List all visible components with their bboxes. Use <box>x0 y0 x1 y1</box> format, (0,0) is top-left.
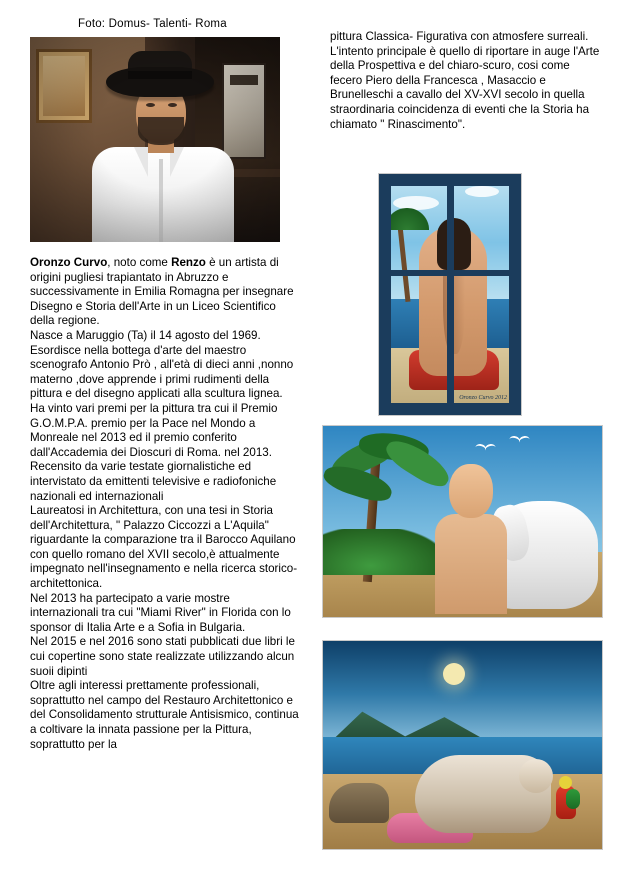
portrait-poster <box>222 63 266 159</box>
bio-paragraph-4: Laureatosi in Architettura, con una tesi in Storia dell'Architettura, " Palazzo Ciccozzi a L'Aquila" riguardante la comparazione tra il Barocco Aquilano con quello romano del XVII secolo,è attualmente impegnato nell'insegnamento e nella ricerca storico-architettonica. <box>30 504 298 591</box>
painting2-woman-body <box>435 514 507 614</box>
painting2-seagull <box>509 436 531 444</box>
artist-portrait-image <box>30 37 280 242</box>
painting1-signature: Oronzo Curvo 2012 <box>459 395 507 401</box>
intro-paragraph-1: pittura Classica- Figurativa con atmosfere surreali. <box>330 30 589 43</box>
painting3-parrot-wing <box>566 789 580 809</box>
portrait-hat-band <box>128 71 192 79</box>
painting3-moon <box>443 663 465 685</box>
right-column <box>330 30 605 132</box>
painting3-parrot-head <box>559 776 572 789</box>
portrait-wall-frame <box>36 49 92 123</box>
portrait-eye-left <box>146 103 155 107</box>
bio-paragraph-5: Nel 2013 ha partecipato a varie mostre internazionali tra cui "Miami River" in Florida con lo sponsor di Italia Arte e a Sofia in Bulgaria. <box>30 591 291 634</box>
biography-text <box>30 256 300 752</box>
intro-text <box>330 30 605 132</box>
painting2-seagull <box>475 444 497 452</box>
intro-paragraph-2: L'intento principale è quello di riportare in auge l'Arte della Prospettiva e del chiaro-scuro, cosi come fecero Piero della Francesca , Masaccio e Brunelleschi a cavallo del XV-XVI secolo in quella straordinaria coincidenza di eventi che la Storia ha chiamato " Rinascimento". <box>330 44 600 131</box>
painting3-figure-head <box>519 759 553 793</box>
artist-nickname-bold: Renzo <box>171 256 206 269</box>
portrait-collar-left <box>134 147 148 177</box>
portrait-beard <box>138 117 184 145</box>
portrait-eye-right <box>168 103 177 107</box>
painting-nude-at-window <box>378 173 522 416</box>
painting2-woman-head <box>449 464 493 518</box>
portrait-shirt <box>92 147 234 242</box>
portrait-shirt-placket <box>159 159 163 242</box>
painting3-rock <box>329 783 389 823</box>
bio-paragraph-6: Nel 2015 e nel 2016 sono stati pubblicati due libri le cui copertine sono state realizzate utilizzando alcun suoii dipinti <box>30 635 295 678</box>
bio-paragraph-2: Nasce a Maruggio (Ta) il 14 agosto del 1969. Esordisce nella bottega d'arte del maestro scenografo Antonio Prò , all'età di dieci anni ,nonno materno ,dove apprende i primi rudimenti della pittura e del disegno applicati alla scultura lignea. <box>30 328 294 401</box>
artist-name-bold: Oronzo Curvo <box>30 256 108 269</box>
bio-paragraph-3: Ha vinto vari premi per la pittura tra cui il Premio G.O.M.P.A. premio per la Pace nel Mondo a Monreale nel 2013 ed il premio conferito dall'Accademia dei Dioscuri di Roma. nel 2013. Recensito da varie testate giornalistiche ed intervistato da emittenti televisive e radiofoniche nazionali ed internazionali <box>30 401 278 503</box>
painting-beach-with-parrot <box>322 640 603 850</box>
bio-paragraph-7: Oltre agli interessi prettamente professionali, soprattutto nel campo del Restauro Architettonico e del Consolidamento strutturale Antisismico, continua a coltivare la innata passione per la Pittura, soprattutto per la <box>30 679 299 751</box>
bio-paragraph-1: Oronzo Curvo, noto come Renzo è un artista di origini pugliesi trapiantato in Abruzzo e successivamente in Emilia Romagna per insegnare Disegno e Storia dell'Arte in un Liceo Scientifico della regione. <box>30 256 294 328</box>
left-column <box>30 18 315 752</box>
painting2-foliage <box>323 529 443 575</box>
painting1-window-frame <box>379 174 521 415</box>
painting-woman-with-horse <box>322 425 603 618</box>
photo-credit: Foto: Domus- Talenti- Roma <box>78 18 227 30</box>
